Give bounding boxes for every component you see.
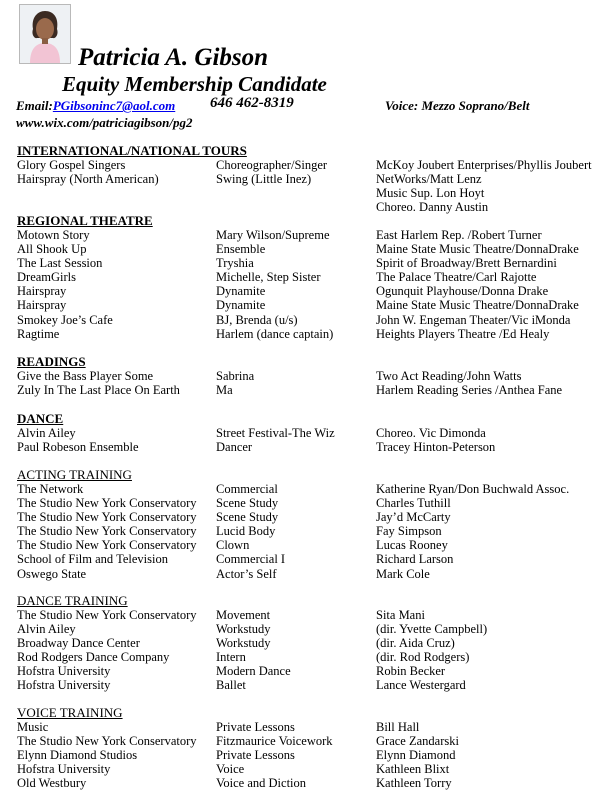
section-acting-training (17, 468, 597, 581)
production-cell: Broadway Dance Center (17, 636, 140, 651)
credit-row (17, 369, 597, 383)
production-cell: Hairspray (17, 284, 67, 299)
credit-row (17, 608, 597, 622)
company-cell: East Harlem Rep. /Robert Turner (376, 228, 542, 242)
company-cell: Fay Simpson (376, 524, 442, 539)
role-cell: Michelle, Step Sister (216, 270, 321, 285)
role-cell: Ballet (216, 678, 246, 693)
credit-row (17, 636, 597, 650)
production-cell: The Studio New York Conservatory (17, 496, 197, 511)
section-title: READINGS (17, 354, 86, 369)
production-cell: Rod Rodgers Dance Company (17, 650, 170, 665)
credit-row (17, 172, 597, 186)
company-cell: Sita Mani (376, 608, 425, 622)
section-voice-training (17, 706, 597, 790)
role-cell: Choreographer/Singer (216, 158, 328, 172)
company-cell: Tracey Hinton-Peterson (376, 440, 496, 455)
production-cell: Hairspray (17, 298, 67, 313)
section-rows (17, 228, 597, 341)
section-readings (17, 355, 597, 397)
company-cell: Harlem Reading Series /Anthea Fane (376, 383, 563, 398)
role-cell: Ma (216, 383, 233, 398)
company-cell: Elynn Diamond (376, 748, 456, 763)
candidate-name: Patricia A. Gibson (78, 44, 269, 71)
role-cell: Ensemble (216, 242, 266, 257)
credit-row (17, 327, 597, 341)
credit-row (17, 776, 597, 790)
company-cell: NetWorks/Matt Lenz (376, 172, 482, 187)
role-cell: Modern Dance (216, 664, 291, 679)
role-cell: Private Lessons (216, 720, 295, 734)
credit-row (17, 678, 597, 692)
role-cell: Fitzmaurice Voicework (216, 734, 333, 749)
company-cell: Charles Tuthill (376, 496, 451, 511)
section-tours (17, 144, 597, 214)
role-cell: Tryshia (216, 256, 254, 271)
credit-row (17, 552, 597, 566)
credit-row (17, 186, 597, 200)
company-cell: John W. Engeman Theater/Vic iMonda (376, 312, 571, 327)
credit-row (17, 298, 597, 312)
production-cell: Old Westbury (17, 776, 87, 791)
role-cell: Workstudy (216, 622, 271, 637)
production-cell: Hofstra University (17, 678, 111, 693)
production-cell: Zuly In The Last Place On Earth (17, 383, 180, 398)
company-cell: Kathleen Blixt (376, 762, 450, 777)
credit-row (17, 524, 597, 538)
website-url: www.wix.com/patriciagibson/pg2 (16, 115, 193, 130)
role-cell: Movement (216, 608, 271, 622)
company-cell: Choreo. Danny Austin (376, 200, 489, 215)
company-cell: Bill Hall (376, 720, 420, 734)
production-cell: The Last Session (17, 256, 103, 271)
role-cell: Dancer (216, 440, 253, 455)
company-cell: Kathleen Torry (376, 776, 452, 791)
role-cell: Mary Wilson/Supreme (216, 228, 330, 242)
email-link[interactable]: PGibsoninc7@aol.com (52, 98, 176, 113)
company-cell: Lance Westergard (376, 678, 466, 693)
production-cell: Give the Bass Player Some (17, 369, 154, 383)
company-cell: Maine State Music Theatre/DonnaDrake (376, 242, 579, 257)
role-cell: Voice (216, 762, 245, 777)
company-cell: (dir. Rod Rodgers) (376, 650, 470, 665)
production-cell: Hairspray (North American) (17, 172, 159, 187)
production-cell: DreamGirls (17, 270, 77, 285)
role-cell: Scene Study (216, 510, 279, 525)
email-label: Email: (16, 98, 53, 113)
voice-type: Voice: Mezzo Soprano/Belt (385, 98, 530, 113)
company-cell: McKoy Joubert Enterprises/Phyllis Joubert (376, 158, 592, 172)
production-cell: The Studio New York Conservatory (17, 538, 197, 553)
section-rows (17, 158, 597, 214)
section-title: DANCE (17, 411, 64, 426)
company-cell: Mark Cole (376, 566, 430, 581)
section-title: INTERNATIONAL/NATIONAL TOURS (17, 143, 247, 158)
company-cell: Heights Players Theatre /Ed Healy (376, 326, 550, 341)
production-cell: The Studio New York Conservatory (17, 734, 197, 749)
section-dance-training (17, 594, 597, 693)
production-cell: Alvin Ailey (17, 426, 76, 440)
role-cell: Workstudy (216, 636, 271, 651)
credit-row (17, 242, 597, 256)
role-cell: Scene Study (216, 496, 279, 511)
role-cell: Swing (Little Inez) (216, 172, 312, 187)
section-title: DANCE TRAINING (17, 593, 128, 608)
production-cell: The Network (17, 482, 84, 496)
company-cell: The Palace Theatre/Carl Rajotte (376, 270, 537, 285)
company-cell: Jay’d McCarty (376, 510, 451, 525)
credit-row (17, 383, 597, 397)
company-cell: Maine State Music Theatre/DonnaDrake (376, 298, 579, 313)
section-title: REGIONAL THEATRE (17, 213, 153, 228)
company-cell: Grace Zandarski (376, 734, 459, 749)
role-cell: Intern (216, 650, 246, 665)
company-cell: Robin Becker (376, 664, 446, 679)
production-cell: Hofstra University (17, 762, 111, 777)
section-dance (17, 412, 597, 454)
credit-row (17, 228, 597, 242)
role-cell: Sabrina (216, 369, 255, 383)
section-rows (17, 482, 597, 581)
role-cell: Voice and Diction (216, 776, 307, 791)
credit-row (17, 762, 597, 776)
email-block (16, 98, 175, 114)
role-cell: Dynamite (216, 284, 266, 299)
role-cell: Harlem (dance captain) (216, 326, 334, 341)
credit-row (17, 426, 597, 440)
credit-row (17, 622, 597, 636)
production-cell: All Shook Up (17, 242, 87, 257)
production-cell: Glory Gospel Singers (17, 158, 126, 172)
production-cell: The Studio New York Conservatory (17, 524, 197, 539)
credit-row (17, 482, 597, 496)
section-regional-theatre (17, 214, 597, 341)
role-cell: Commercial (216, 482, 278, 496)
credit-row (17, 496, 597, 510)
production-cell: The Studio New York Conservatory (17, 608, 197, 622)
credit-row (17, 313, 597, 327)
role-cell: BJ, Brenda (u/s) (216, 312, 298, 327)
company-cell: Two Act Reading/John Watts (376, 369, 522, 383)
credit-row (17, 748, 597, 762)
company-cell: Spirit of Broadway/Brett Bernardini (376, 256, 557, 271)
company-cell: Music Sup. Lon Hoyt (376, 186, 485, 201)
headshot-photo (19, 4, 71, 64)
production-cell: Motown Story (17, 228, 90, 242)
role-cell: Lucid Body (216, 524, 276, 539)
credit-row (17, 284, 597, 298)
phone-number: 646 462-8319 (210, 95, 294, 111)
section-rows (17, 608, 597, 693)
production-cell: Elynn Diamond Studios (17, 748, 138, 763)
credit-row (17, 664, 597, 678)
company-cell: Richard Larson (376, 552, 454, 567)
production-cell: Ragtime (17, 326, 60, 341)
credit-row (17, 538, 597, 552)
role-cell: Clown (216, 538, 250, 553)
credit-row (17, 440, 597, 454)
production-cell: Music (17, 720, 49, 734)
credit-row (17, 256, 597, 270)
credit-row (17, 734, 597, 748)
role-cell: Commercial I (216, 552, 286, 567)
role-cell: Actor’s Self (216, 566, 277, 581)
production-cell: Alvin Ailey (17, 622, 76, 637)
section-rows (17, 426, 597, 454)
section-title: VOICE TRAINING (17, 705, 123, 720)
section-title: ACTING TRAINING (17, 467, 132, 482)
company-cell: Lucas Rooney (376, 538, 448, 553)
production-cell: Hofstra University (17, 664, 111, 679)
section-rows (17, 369, 597, 397)
headshot-image (20, 5, 70, 63)
credit-row (17, 158, 597, 172)
credit-row (17, 567, 597, 581)
company-cell: (dir. Yvette Campbell) (376, 622, 488, 637)
credit-row (17, 510, 597, 524)
credit-row (17, 720, 597, 734)
role-cell: Dynamite (216, 298, 266, 313)
production-cell: School of Film and Television (17, 552, 168, 567)
credit-row (17, 650, 597, 664)
role-cell: Street Festival-The Wiz (216, 426, 335, 440)
company-cell: (dir. Aida Cruz) (376, 636, 455, 651)
production-cell: Oswego State (17, 566, 87, 581)
production-cell: Smokey Joe’s Cafe (17, 312, 113, 327)
section-rows (17, 720, 597, 790)
company-cell: Katherine Ryan/Don Buchwald Assoc. (376, 482, 570, 496)
credit-row (17, 270, 597, 284)
candidate-subtitle: Equity Membership Candidate (62, 72, 327, 96)
production-cell: Paul Robeson Ensemble (17, 440, 139, 455)
role-cell: Private Lessons (216, 748, 295, 763)
production-cell: The Studio New York Conservatory (17, 510, 197, 525)
company-cell: Ogunquit Playhouse/Donna Drake (376, 284, 549, 299)
company-cell: Choreo. Vic Dimonda (376, 426, 486, 440)
contact-line (16, 95, 596, 115)
